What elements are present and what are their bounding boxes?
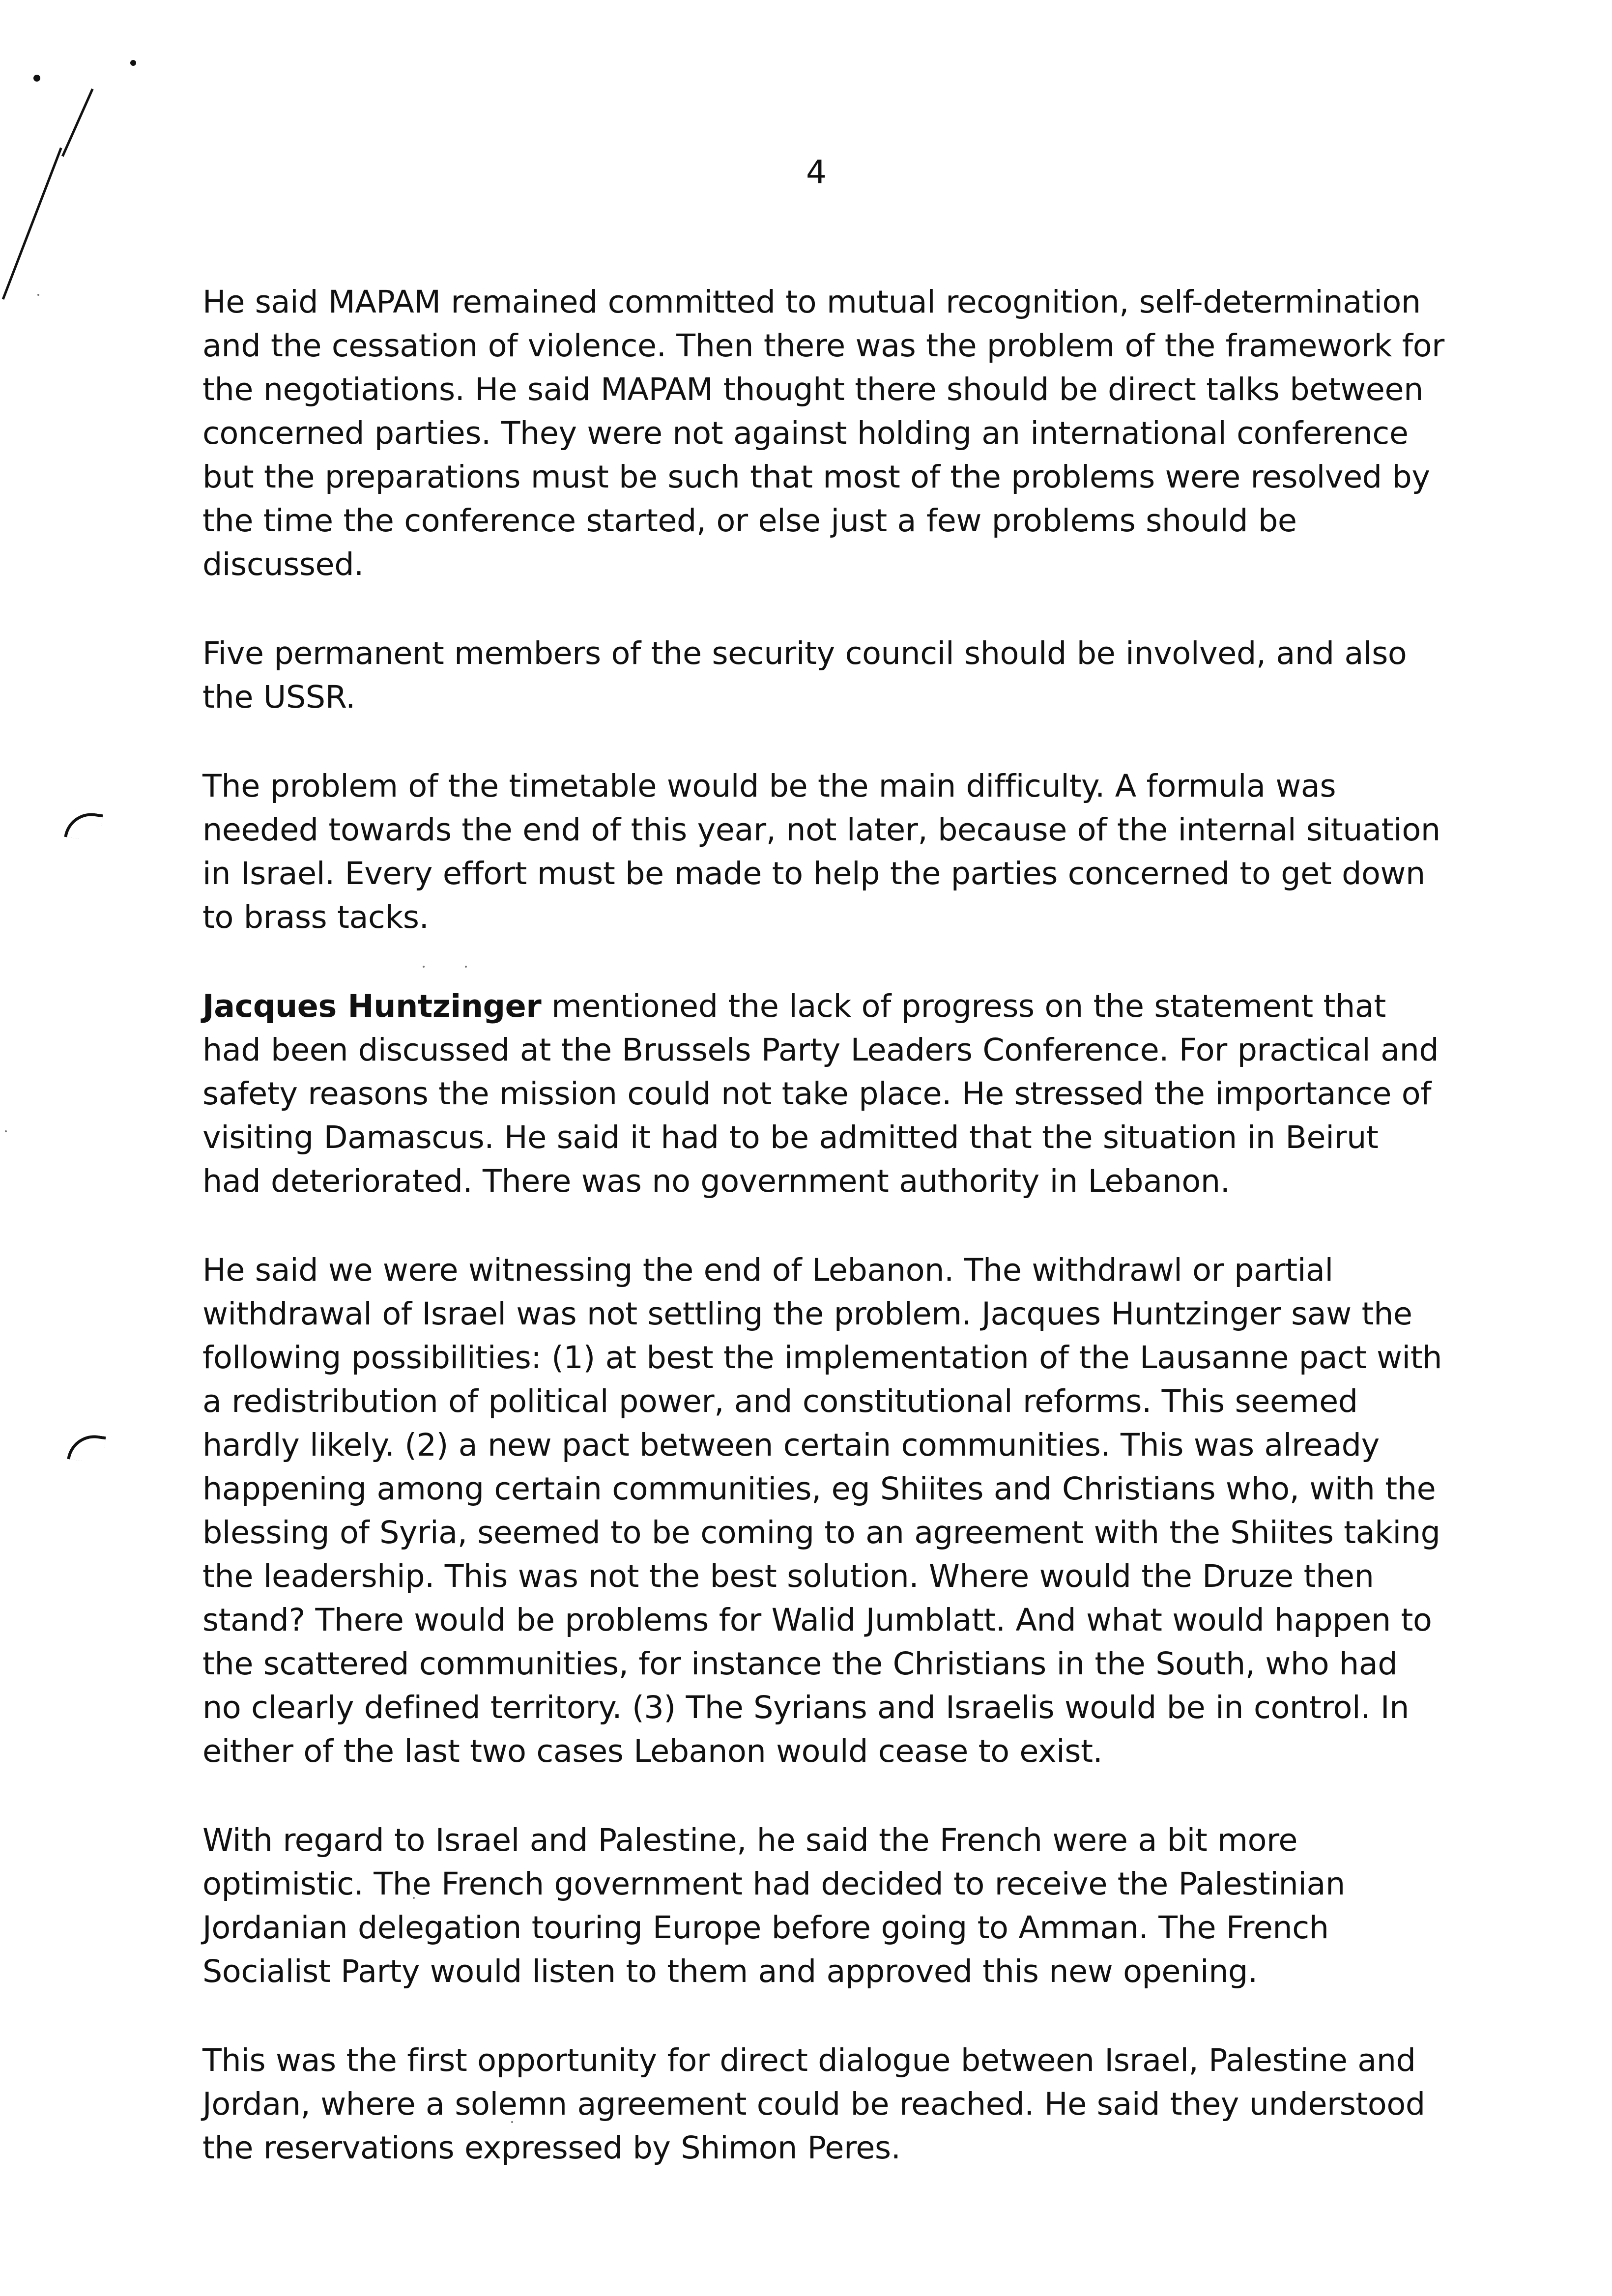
- paragraph-text: He said MAPAM remained committed to mutual recognition, self-determination and the cessation of violence. Then there was the problem of the framework for the negotiations. He said MAPAM thought there should be direct talks between concerned parties. They were not against holding an international conference but the preparations must be such that most of the problems were resolved by the time the conference started, or else just a few problems should be discussed.: [202, 284, 1444, 582]
- margin-hole-punch-mark: [67, 1432, 106, 1464]
- margin-hole-punch-mark: [64, 809, 103, 841]
- paragraph-lebanon-possibilities: [202, 1248, 1446, 1773]
- margin-speck-dot: [33, 75, 40, 82]
- paragraph-direct-dialogue: [202, 2038, 1446, 2170]
- margin-stroke: [2, 147, 62, 300]
- paragraph-text: mentioned the lack of progress on the statement that had been discussed at the Brussels Party Leaders Conference. For practical and safety reasons the mission could not take place. He stressed the importance of visiting Damascus. He said it had to be admitted that the situation in Beirut had deteriorated. There was no government authority in Lebanon.: [202, 988, 1439, 1199]
- margin-speck: [37, 294, 39, 296]
- speaker-name: Jacques Huntzinger: [202, 988, 542, 1024]
- page-number: 4: [806, 153, 827, 191]
- paragraph-text: With regard to Israel and Palestine, he said the French were a bit more optimistic. The French government had decided to receive the Palestinian Jordanian delegation touring Europe before going to Amman. The French Socialist Party would listen to them and approved this new opening.: [202, 1822, 1345, 1989]
- paragraph-huntzinger-statement: [202, 984, 1446, 1203]
- margin-speck: [5, 1130, 7, 1132]
- document-body: [202, 280, 1446, 2215]
- margin-speck-dot: [130, 60, 136, 66]
- paragraph-timetable: [202, 764, 1446, 939]
- paragraph-israel-palestine: [202, 1818, 1446, 1993]
- paragraph-security-council: [202, 631, 1446, 719]
- paragraph-text: Five permanent members of the security council should be involved, and also the USSR.: [202, 635, 1407, 715]
- paragraph-mapam-position: [202, 280, 1446, 586]
- paragraph-text: The problem of the timetable would be the main difficulty. A formula was needed towards the end of this year, not later, because of the internal situation in Israel. Every effort must be made to help the parties concerned to get down to brass tacks.: [202, 768, 1440, 935]
- paragraph-text: He said we were witnessing the end of Lebanon. The withdrawl or partial withdrawal of Israel was not settling the problem. Jacques Huntzinger saw the following possibilities: (1) at best the implementation of the Lausanne pact with a redistribution of political power, and constitutional reforms. This seemed hardly likely. (2) a new pact between certain communities. This was already happening among certain communities, eg Shiites and Christians who, with the blessing of Syria, seemed to be coming to an agreement with the Shiites taking the leadership. This was not the best solution. Where would the Druze then stand? There would be problems for Walid Jumblatt. And what would happen to the scattered communities, for instance the Christians in the South, who had no clearly defined territory. (3) The Syrians and Israelis would be in control. In either of the last two cases Lebanon would cease to exist.: [202, 1252, 1442, 1769]
- paragraph-text: This was the first opportunity for direct dialogue between Israel, Palestine and Jordan, where a solemn agreement could be reached. He said they understood the reservations expressed by Shimon Peres.: [202, 2042, 1425, 2166]
- margin-stroke: [61, 88, 94, 157]
